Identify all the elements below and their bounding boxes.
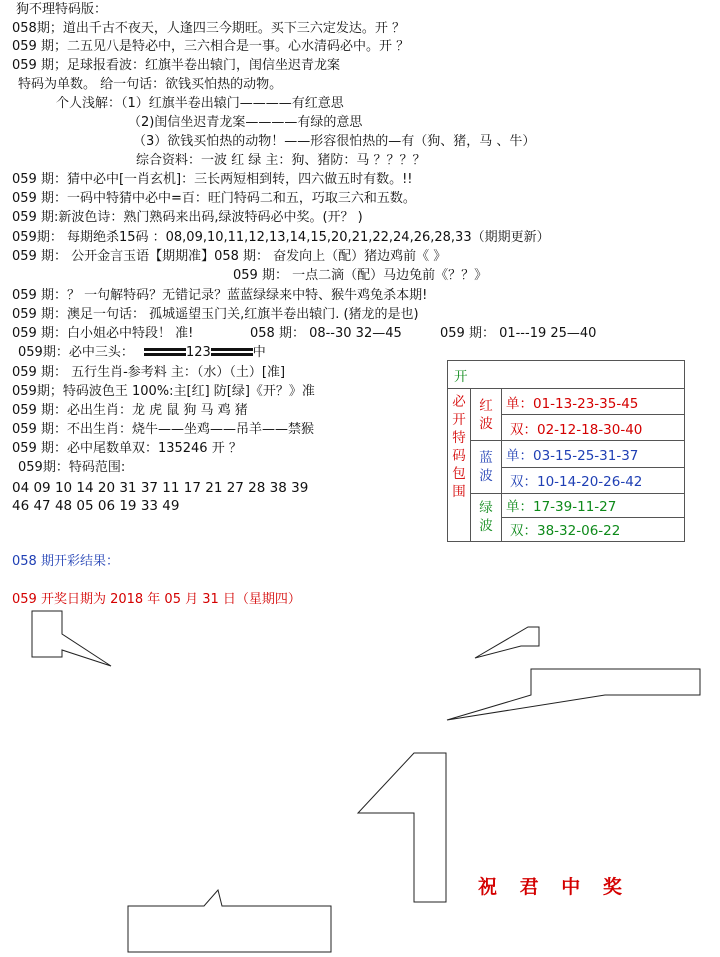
text-line: 059 期:新波色诗：熟门熟码来出码,绿波特码必中奖。(开？ ) <box>12 210 363 225</box>
text-line: 059 期：猜中必中[一肖玄机]：三长两短相到转，四六做五时有数。!! <box>12 172 413 187</box>
text-line: 059 期：一码中特猜中必中=百：旺门特码二和五，巧取三六和五数。 <box>12 191 416 206</box>
text-line: 058期；道出千古不夜天，人逢四三今期旺。买下三六定发达。开 ？ <box>12 21 405 36</box>
text-line: 059 期：澳足一句话： 孤城遥望玉门关,红旗半卷出辕门. (猪龙的是也) <box>12 307 419 322</box>
heads-value: 123 <box>185 345 211 360</box>
table-cell: 双：10-14-20-26-42 <box>502 467 685 493</box>
group-name: 红波 <box>471 389 502 441</box>
text-line: （3）欲钱买怕热的动物！——形容很怕热的—有（狗、猪，马 、牛） <box>133 134 536 149</box>
table-cell: 单：03-15-25-31-37 <box>502 441 685 467</box>
text-line: 059期： 每期绝杀15码 ：08,09,10,11,12,13,14,15,20,21,22,24,26,28,33（期期更新） <box>12 230 550 245</box>
text-line: 059 期： 公开金言玉语【期期准】058 期： 奋发向上（配）猪边鸡前《 》 <box>12 249 447 264</box>
congrats-text: 祝 君 中 奖 <box>478 876 630 898</box>
text-line: 059 期：不出生肖：烧牛——坐鸡——吊羊——禁猴 <box>12 422 314 437</box>
callout-shape <box>128 890 331 952</box>
page-title: 狗不理特码版： <box>16 2 108 17</box>
number-range-row: 46 47 48 05 06 19 33 49 <box>12 498 180 514</box>
draw-date: 059 开奖日期为 2018 年 05 月 31 日（星期四） <box>12 592 301 607</box>
callout-shape <box>32 611 111 666</box>
text-line: 059 期：必中尾数单双：135246 开 ？ <box>12 441 242 456</box>
table-cell: 单：01-13-23-35-45 <box>502 389 685 415</box>
group-name: 绿波 <box>471 493 502 541</box>
number-one-shape <box>358 753 446 902</box>
text-line: 059 期： 01---19 25—40 <box>440 326 597 341</box>
text-line: 059期：特码范围: <box>18 460 126 475</box>
callout-shape <box>475 627 539 658</box>
text-line: 059 期： 一点二滴（配）马边兔前《？？》 <box>233 268 488 283</box>
result-058-label: 058 期开彩结果： <box>12 554 119 569</box>
text-line: 特码为单数。 给一句话：欲钱买怕热的动物。 <box>18 77 283 92</box>
text-line: 059 期：必出生肖：龙 虎 鼠 狗 马 鸡 猪 <box>12 403 248 418</box>
table-cell: 双：38-32-06-22 <box>502 517 685 541</box>
text-line: 059期；特码波色王 100%:主[红] 防[绿]《开？》准 <box>12 384 315 399</box>
table-side-label: 必开特码包围 <box>448 389 471 542</box>
number-range-row: 04 09 10 14 20 31 37 11 17 21 27 28 38 39 <box>12 480 309 496</box>
text-line: 059 期：？ 一句解特码？无错记录？蓝蓝绿绿来中特、猴牛鸡兔杀本期! <box>12 288 428 303</box>
text-line: 059 期；二五见八是特必中，三六相合是一事。心水清码必中。开 ？ <box>12 39 410 54</box>
text-line: （2)闺信坐迟青龙案————有绿的意思 <box>128 115 363 130</box>
text-line: 058 期： 08--30 32—45 <box>250 326 402 341</box>
group-name: 蓝波 <box>471 441 502 493</box>
text-line: 059 期；足球报看波：红旗半卷出辕门，闺信坐迟青龙案 <box>12 58 340 73</box>
must-hit-heads-label: 059期：必中三头： <box>18 345 134 360</box>
text-line: 个人浅解：（1）红旗半卷出辕门————有红意思 <box>56 96 344 111</box>
text-line: 059 期： 五行生肖-参考料 主：（水）（土）[准] <box>12 365 286 380</box>
text-line: 综合资料：一波 红 绿 主：狗、猪防：马 ？？？？ <box>136 153 426 168</box>
heads-suffix: 中 <box>252 345 266 360</box>
table-cell: 双：02-12-18-30-40 <box>502 415 685 441</box>
callout-shape <box>447 669 700 720</box>
text-line: 059 期：白小姐必中特段！ 准! <box>12 326 194 341</box>
table-header: 开 <box>448 361 685 389</box>
table-cell: 单：17-39-11-27 <box>502 493 685 517</box>
